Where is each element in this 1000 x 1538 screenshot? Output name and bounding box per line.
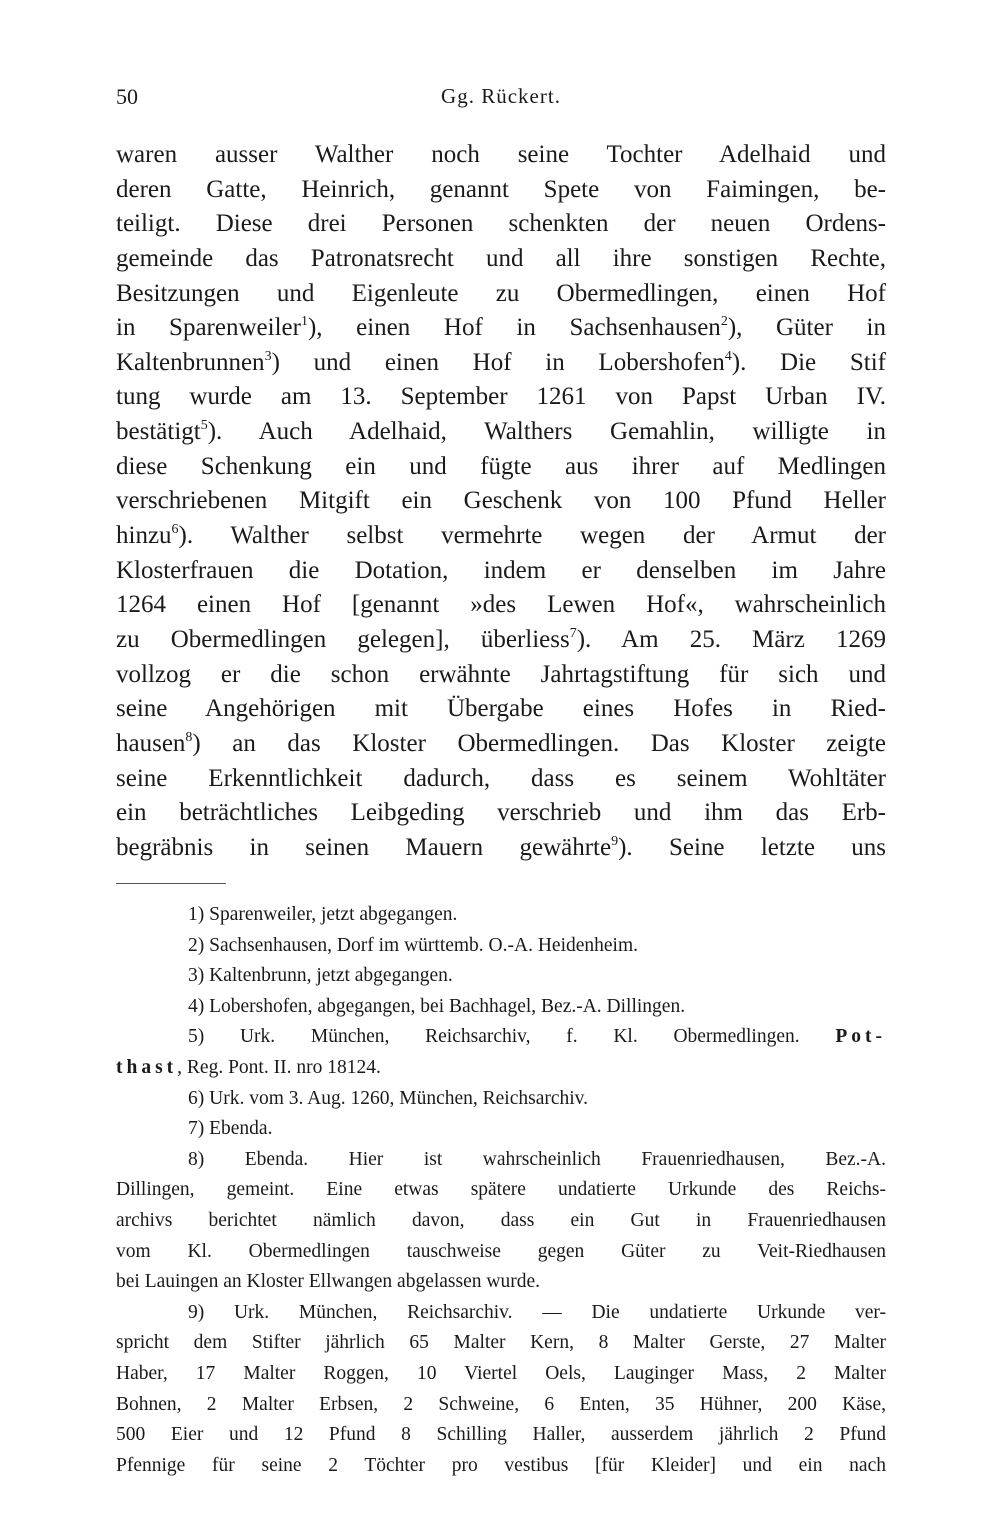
footnote-9-cont: 500 Eier und 12 Pfund 8 Schilling Haller, ausserdem jährlich 2 Pfund: [116, 1424, 886, 1446]
text-line: [116, 519, 886, 554]
text-fragment: ), einen Hof in Sachsenhausen: [307, 314, 721, 342]
footnote-ref: 8: [185, 729, 193, 745]
footnote-8-cont: bei Lauingen an Kloster Ellwangen abgelassen wurde.: [116, 1271, 540, 1293]
footnote-9: 9) Urk. München, Reichsarchiv. — Die undatierte Urkunde ver-: [188, 1301, 886, 1323]
footnote-4: 4) Lobershofen, abgegangen, bei Bachhagel, Bez.-A. Dillingen.: [188, 995, 686, 1017]
text-fragment: ). Walther selbst vermehrte wegen der Armut der: [178, 522, 886, 550]
text-line: ein beträchtliches Leibgeding verschrieb und ihm das Erb-: [116, 799, 886, 827]
footnote-ref: 2: [720, 314, 728, 330]
text-fragment: begräbnis in seinen Mauern gewährte: [116, 833, 612, 861]
text-line: gemeinde das Patronatsrecht und all ihre sonstigen Rechte,: [116, 244, 886, 272]
footnote-2: 2) Sachsenhausen, Dorf im württemb. O.-A. Heidenheim.: [188, 934, 639, 956]
text-fragment: hinzu: [116, 522, 172, 550]
text-line: [116, 311, 886, 346]
text-line: [116, 623, 886, 658]
text-fragment: ). Die Stif: [731, 348, 886, 376]
footnote-9-cont: spricht dem Stifter jährlich 65 Malter Kern, 8 Malter Gerste, 27 Malter: [116, 1332, 886, 1354]
text-line: [116, 831, 886, 866]
text-line: seine Erkenntlichkeit dadurch, dass es seinem Wohltäter: [116, 764, 886, 792]
page-header: [116, 84, 886, 114]
footnote-9-cont: Pfennige für seine 2 Töchter pro vestibus [für Kleider] und ein nach: [116, 1454, 886, 1476]
footnote-ref: 6: [171, 522, 179, 538]
footnote-3: 3) Kaltenbrunn, jetzt abgegangen.: [188, 965, 453, 987]
footnote-9-cont: Haber, 17 Malter Roggen, 10 Viertel Oels, Lauginger Mass, 2 Malter: [116, 1362, 886, 1384]
text-line: seine Angehörigen mit Übergabe eines Hofes in Ried-: [116, 695, 886, 723]
text-fragment: ). Am 25. März 1269: [576, 625, 886, 653]
running-head: Gg. Rückert.: [441, 84, 561, 108]
footnotes: [116, 900, 886, 1481]
text-fragment: ). Seine letzte uns: [618, 833, 886, 861]
footnote-1: 1) Sparenweiler, jetzt abgegangen.: [188, 904, 458, 925]
main-text: [116, 138, 886, 865]
text-fragment: Kaltenbrunnen: [116, 348, 265, 376]
footnote-8-cont: vom Kl. Obermedlingen tauschweise gegen Güter zu Veit-Riedhausen: [116, 1240, 886, 1262]
text-fragment: 5) Urk. München, Reichsarchiv, f. Kl. Obermedlingen.: [188, 1026, 800, 1048]
author-name: Pot-: [835, 1026, 887, 1048]
footnote-8-cont: Dillingen, gemeint. Eine etwas spätere undatierte Urkunde des Reichs-: [116, 1179, 886, 1201]
footnote-ref: 4: [724, 348, 732, 364]
text-line: teiligt. Diese drei Personen schenkten der neuen Ordens-: [116, 210, 886, 238]
text-line: waren ausser Walther noch seine Tochter Adelhaid und: [116, 141, 886, 168]
author-name: thast: [116, 1056, 178, 1078]
text-line: [116, 727, 886, 762]
footnote-separator: [116, 883, 226, 884]
footnote-ref: 1: [300, 314, 308, 330]
text-fragment: hausen: [116, 729, 186, 757]
text-fragment: in Sparenweiler: [116, 314, 301, 342]
text-line: verschriebenen Mitgift ein Geschenk von 100 Pfund Heller: [116, 487, 886, 515]
text-line: Klosterfrauen die Dotation, indem er denselben im Jahre: [116, 556, 886, 584]
page-number: 50: [116, 84, 138, 109]
text-fragment: ), Güter in: [727, 314, 886, 342]
text-fragment: bestätigt: [116, 418, 201, 446]
text-fragment: ) und einen Hof in Lobershofen: [271, 348, 725, 376]
footnote-7: 7) Ebenda.: [188, 1118, 273, 1140]
footnote-ref: 9: [611, 833, 619, 849]
text-line: diese Schenkung ein und fügte aus ihrer auf Medlingen: [116, 452, 886, 480]
footnote-8: 8) Ebenda. Hier ist wahrscheinlich Frauenriedhausen, Bez.-A.: [188, 1148, 886, 1170]
text-fragment: , Reg. Pont. II. nro 18124.: [177, 1056, 381, 1078]
text-line: [116, 415, 886, 450]
footnote-ref: 7: [569, 625, 577, 641]
footnote-9-cont: Bohnen, 2 Malter Erbsen, 2 Schweine, 6 Enten, 35 Hühner, 200 Käse,: [116, 1393, 886, 1415]
footnote-ref: 5: [200, 418, 208, 434]
footnote-5-cont: [116, 1053, 886, 1084]
text-fragment: ). Auch Adelhaid, Walthers Gemahlin, willigte in: [207, 418, 886, 446]
text-line: [116, 346, 886, 381]
text-line: tung wurde am 13. September 1261 von Papst Urban IV.: [116, 383, 886, 411]
text-fragment: ) an das Kloster Obermedlingen. Das Kloster zeigte: [192, 729, 886, 757]
text-line: Besitzungen und Eigenleute zu Obermedlingen, einen Hof: [116, 279, 886, 307]
text-line: vollzog er die schon erwähnte Jahrtagstiftung für sich und: [116, 660, 886, 688]
footnote-ref: 3: [264, 348, 272, 364]
footnote-6: 6) Urk. vom 3. Aug. 1260, München, Reichsarchiv.: [188, 1087, 589, 1109]
text-line: 1264 einen Hof [genannt »des Lewen Hof«, wahrscheinlich: [116, 591, 886, 619]
footnote-8-cont: archivs berichtet nämlich davon, dass ein Gut in Frauenriedhausen: [116, 1209, 886, 1231]
text-line: deren Gatte, Heinrich, genannt Spete von Faimingen, be-: [116, 175, 886, 203]
footnote-5: [116, 1022, 886, 1053]
text-fragment: zu Obermedlingen gelegen], überliess: [116, 625, 570, 653]
